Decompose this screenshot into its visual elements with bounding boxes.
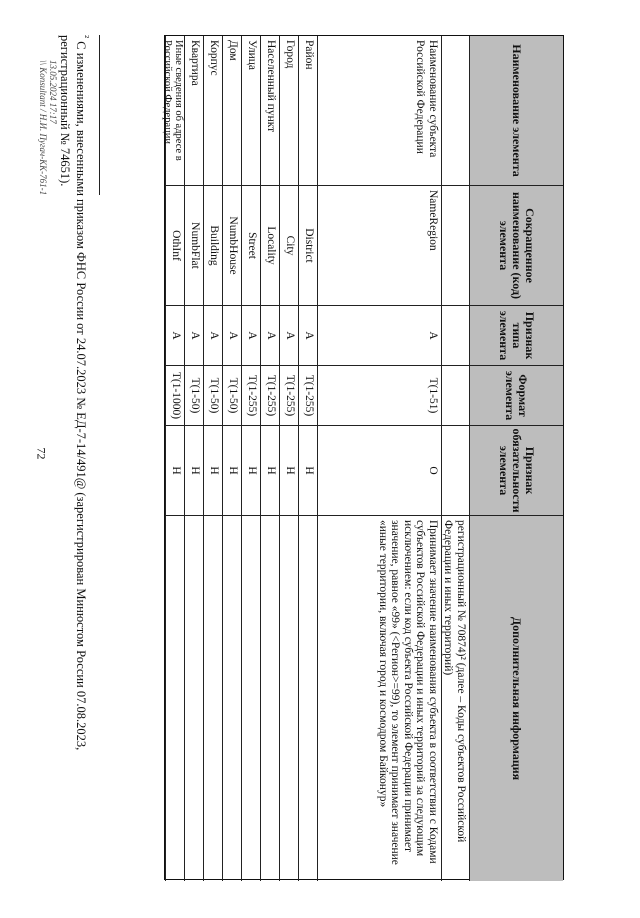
row-required: Н	[222, 426, 241, 516]
row-name: Город	[279, 36, 298, 186]
region-required: О	[317, 426, 441, 516]
row-info	[222, 516, 241, 881]
row-name: Район	[298, 36, 317, 186]
row-type: А	[279, 306, 298, 366]
region-format: T(1-51)	[317, 366, 441, 426]
stamp-line-2: \\ Konsultant / Н.И. Пугач-КК-761-1	[38, 60, 48, 196]
row-type: А	[184, 306, 203, 366]
header-format: Формат элемента	[469, 366, 563, 426]
row-info	[279, 516, 298, 881]
row-required: Н	[298, 426, 317, 516]
row-format: T(1-255)	[279, 366, 298, 426]
row-name: Квартира	[184, 36, 203, 186]
header-name: Наименование элемента	[469, 36, 563, 186]
row-name: Корпус	[203, 36, 222, 186]
row-code: NumbFlat	[184, 186, 203, 306]
row-info	[260, 516, 279, 881]
row-code: Locality	[260, 186, 279, 306]
region-info: Принимает значение наименования субъекта в соответствии с Кодами субъектов Российской Федерации и иных территорий за следующим исключением: если код субъекта Российской Федерации принимает значение, равное «99» (<Регион>=99), то элемент принимает значение «иные территории, включая город и космодром Байконур»	[317, 516, 441, 881]
row-type: А	[203, 306, 222, 366]
row-required: Н	[241, 426, 260, 516]
row-format: T(1-50)	[203, 366, 222, 426]
row-required: Н	[279, 426, 298, 516]
row-type: А	[241, 306, 260, 366]
row-required: Н	[203, 426, 222, 516]
row-name: Иные сведения об адресе в Российской Федерации	[165, 36, 184, 186]
table-cell	[441, 36, 469, 186]
row-format: T(1-1000)	[165, 366, 184, 426]
row-code: OthInf	[165, 186, 184, 306]
header-info: Дополнительная информация	[469, 516, 563, 881]
footnote-text: С изменениями, внесенными приказом ФНС России от 24.07.2023 № ЕД-7-14/491@ (зарегистрирован Минюстом России 07.08.2023, регистрационный № 74651).	[57, 35, 88, 751]
row-info	[184, 516, 203, 881]
row-required: Н	[260, 426, 279, 516]
table-cell	[441, 366, 469, 426]
row-info	[241, 516, 260, 881]
row-format: T(1-255)	[260, 366, 279, 426]
document-stamp	[38, 60, 58, 195]
region-name: Наименование субъекта Российской Федерации	[317, 36, 441, 186]
footnote-mark: ²	[79, 35, 90, 39]
row-type: А	[260, 306, 279, 366]
footnote-divider	[99, 35, 100, 195]
row-format: T(1-50)	[222, 366, 241, 426]
row-info	[298, 516, 317, 881]
region-type: А	[317, 306, 441, 366]
row-code: Street	[241, 186, 260, 306]
row-code: District	[298, 186, 317, 306]
row-type: А	[222, 306, 241, 366]
row-format: T(1-255)	[241, 366, 260, 426]
row-name: Населенный пункт	[260, 36, 279, 186]
row-info	[165, 516, 184, 881]
row-name: Дом	[222, 36, 241, 186]
continuation-text: регистрационный № 70874)² (далее – Коды субъектов Российской Федерации и иных территорий)	[441, 516, 469, 881]
header-code: Сокращенное наименование (код) элемента	[469, 186, 563, 306]
row-info	[203, 516, 222, 881]
row-required: Н	[165, 426, 184, 516]
row-required: Н	[184, 426, 203, 516]
row-code: Building	[203, 186, 222, 306]
row-format: T(1-50)	[184, 366, 203, 426]
table-cell	[441, 306, 469, 366]
footnote	[57, 35, 92, 835]
header-type: Признак типа элемента	[469, 306, 563, 366]
page-number: 72	[34, 447, 49, 460]
row-name: Улица	[241, 36, 260, 186]
row-type: А	[298, 306, 317, 366]
row-code: City	[279, 186, 298, 306]
row-format: T(1-255)	[298, 366, 317, 426]
header-required: Признак обязательности элемента	[469, 426, 563, 516]
row-type: А	[165, 306, 184, 366]
table-cell	[441, 426, 469, 516]
row-code: NumbHouse	[222, 186, 241, 306]
elements-table	[164, 35, 564, 880]
region-code: NameRegion	[317, 186, 441, 306]
stamp-line-1: 13.05.2024 17:17	[48, 60, 58, 124]
table-cell	[441, 186, 469, 306]
